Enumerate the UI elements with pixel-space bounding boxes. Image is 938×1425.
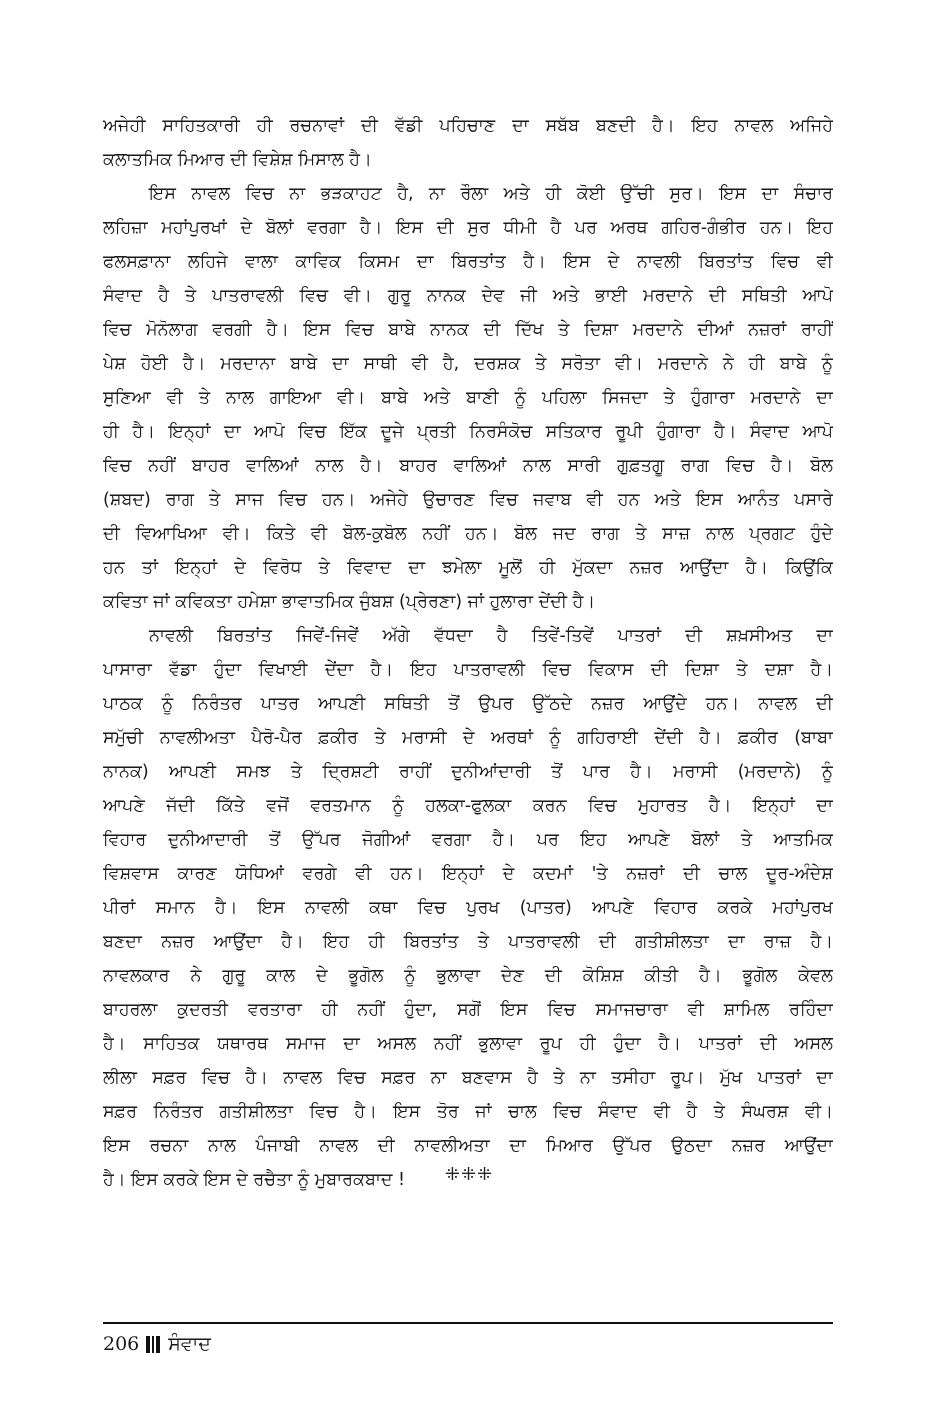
text-line: ਇਸ ਨਾਵਲ ਵਿਚ ਨਾ ਭੜਕਾਹਟ ਹੈ, ਨਾ ਰੌਲਾ ਅਤੇ ਹੀ ਕੋਈ ਉੱਚੀ ਸੁਰ। ਇਸ ਦਾ ਸੰਚਾਰ [149,184,833,204]
text-line: ਵਿਸ਼ਵਾਸ ਕਾਰਣ ਯੋਧਿਆਂ ਵਰਗੇ ਵੀ ਹਨ। ਇਨ੍ਹਾਂ ਦੇ ਕਦਮਾਂ 'ਤੇ ਨਜ਼ਰਾਂ ਦੀ ਚਾਲ ਦੂਰ-ਅੰਦੇਸ਼ [103,864,833,884]
text-line: ਵਿਚ ਮੋਨੋਲਾਗ ਵਰਗੀ ਹੈ। ਇਸ ਵਿਚ ਬਾਬੇ ਨਾਨਕ ਦੀ ਦਿੱਖ ਤੇ ਦਿਸ਼ਾ ਮਰਦਾਨੇ ਦੀਆਂ ਨਜ਼ਰਾਂ ਰਾਹੀਂ [103,320,833,340]
section-end-ornament: ⁜⁜⁜ [444,1164,494,1185]
text-line: ਹੈ। ਇਸ ਕਰਕੇ ਇਸ ਦੇ ਰਚੈਤਾ ਨੂੰ ਮੁਬਾਰਕਬਾਦ ! [103,1170,406,1190]
text-line: ਨਾਨਕ) ਆਪਣੀ ਸਮਝ ਤੇ ਦ੍ਰਿਸ਼ਟੀ ਰਾਹੀਂ ਦੁਨੀਆਂਦਾਰੀ ਤੋਂ ਪਾਰ ਹੈ। ਮਰਾਸੀ (ਮਰਦਾਨੇ) ਨੂੰ [103,762,833,782]
text-line: ਸੰਵਾਦ ਹੈ ਤੇ ਪਾਤਰਾਵਲੀ ਵਿਚ ਵੀ। ਗੁਰੂ ਨਾਨਕ ਦੇਵ ਜੀ ਅਤੇ ਭਾਈ ਮਰਦਾਨੇ ਦੀ ਸਥਿਤੀ ਆਪੋ [103,286,833,306]
text-line: ਦੀ ਵਿਆਖਿਆ ਵੀ। ਕਿਤੇ ਵੀ ਬੋਲ-ਕੁਬੋਲ ਨਹੀਂ ਹਨ। ਬੋਲ ਜਦ ਰਾਗ ਤੇ ਸਾਜ਼ ਨਾਲ ਪ੍ਰਗਟ ਹੁੰਦੇ [103,524,833,544]
text-line: ਪੇਸ਼ ਹੋਈ ਹੈ। ਮਰਦਾਨਾ ਬਾਬੇ ਦਾ ਸਾਥੀ ਵੀ ਹੈ, ਦਰਸ਼ਕ ਤੇ ਸਰੋਤਾ ਵੀ। ਮਰਦਾਨੇ ਨੇ ਹੀ ਬਾਬੇ ਨੂੰ [103,354,833,374]
text-line: ਪਾਸਾਰਾ ਵੱਡਾ ਹੁੰਦਾ ਵਿਖਾਈ ਦੇਂਦਾ ਹੈ। ਇਹ ਪਾਤਰਾਵਲੀ ਵਿਚ ਵਿਕਾਸ ਦੀ ਦਿਸ਼ਾ ਤੇ ਦਸ਼ਾ ਹੈ। [103,660,833,680]
text-line: ਸੁਣਿਆ ਵੀ ਤੇ ਨਾਲ ਗਾਇਆ ਵੀ। ਬਾਬੇ ਅਤੇ ਬਾਣੀ ਨੂੰ ਪਹਿਲਾ ਸਿਜਦਾ ਤੇ ਹੁੰਗਾਰਾ ਮਰਦਾਨੇ ਦਾ [103,388,833,408]
text-line: ਸਮੁੱਚੀ ਨਾਵਲੀਅਤਾ ਪੈਰੋ-ਪੈਰ ਫ਼ਕੀਰ ਤੇ ਮਰਾਸੀ ਦੇ ਅਰਥਾਂ ਨੂੰ ਗਹਿਰਾਈ ਦੇਂਦੀ ਹੈ। ਫ਼ਕੀਰ (ਬਾਬਾ [103,728,833,748]
text-line: ਨਾਵਲਕਾਰ ਨੇ ਗੁਰੂ ਕਾਲ ਦੇ ਭੂਗੋਲ ਨੂੰ ਭੁਲਾਵਾ ਦੇਣ ਦੀ ਕੋਸ਼ਿਸ਼ ਕੀਤੀ ਹੈ। ਭੂਗੋਲ ਕੇਵਲ [103,966,833,986]
text-line: ਅਜੇਹੀ ਸਾਹਿਤਕਾਰੀ ਹੀ ਰਚਨਾਵਾਂ ਦੀ ਵੱਡੀ ਪਹਿਚਾਣ ਦਾ ਸਬੱਬ ਬਣਦੀ ਹੈ। ਇਹ ਨਾਵਲ ਅਜਿਹੇ [103,116,833,136]
footer-separator-icon [146,1335,162,1353]
text-line: ਸਫ਼ਰ ਨਿਰੰਤਰ ਗਤੀਸ਼ੀਲਤਾ ਵਿਚ ਹੈ। ਇਸ ਤੋਰ ਜਾਂ ਚਾਲ ਵਿਚ ਸੰਵਾਦ ਵੀ ਹੈ ਤੇ ਸੰਘਰਸ਼ ਵੀ। [103,1102,833,1122]
text-line: ਪਾਠਕ ਨੂੰ ਨਿਰੰਤਰ ਪਾਤਰ ਆਪਣੀ ਸਥਿਤੀ ਤੋਂ ਉਪਰ ਉੱਠਦੇ ਨਜ਼ਰ ਆਉਂਦੇ ਹਨ। ਨਾਵਲ ਦੀ [103,694,833,714]
text-line: ਵਿਚ ਨਹੀਂ ਬਾਹਰ ਵਾਲਿਆਂ ਨਾਲ ਹੈ। ਬਾਹਰ ਵਾਲਿਆਂ ਨਾਲ ਸਾਰੀ ਗੁਫ਼ਤਗੂ ਰਾਗ ਵਿਚ ਹੈ। ਬੋਲ [103,456,833,476]
text-line: ਲਹਿਜ਼ਾ ਮਹਾਂਪੁਰਖਾਂ ਦੇ ਬੋਲਾਂ ਵਰਗਾ ਹੈ। ਇਸ ਦੀ ਸੁਰ ਧੀਮੀ ਹੈ ਪਰ ਅਰਥ ਗਹਿਰ-ਗੰਭੀਰ ਹਨ। ਇਹ [103,218,833,238]
text-line: ਨਾਵਲੀ ਬਿਰਤਾਂਤ ਜਿਵੇਂ-ਜਿਵੇਂ ਅੱਗੇ ਵੱਧਦਾ ਹੈ ਤਿਵੇਂ-ਤਿਵੇਂ ਪਾਤਰਾਂ ਦੀ ਸ਼ਖ਼ਸੀਅਤ ਦਾ [149,626,833,646]
text-line: ਹੀ ਹੈ। ਇਨ੍ਹਾਂ ਦਾ ਆਪੋ ਵਿਚ ਇੱਕ ਦੂਜੇ ਪ੍ਰਤੀ ਨਿਰਸੰਕੋਚ ਸਤਿਕਾਰ ਰੂਪੀ ਹੁੰਗਾਰਾ ਹੈ। ਸੰਵਾਦ ਆਪੋ [103,422,833,442]
text-line: ਕਵਿਤਾ ਜਾਂ ਕਵਿਕਤਾ ਹਮੇਸ਼ਾ ਭਾਵਾਤਮਿਕ ਜੁੰਬਸ਼ (ਪ੍ਰੇਰਣਾ) ਜਾਂ ਹੁਲਾਰਾ ਦੇਂਦੀ ਹੈ। [103,592,596,612]
text-line: (ਸ਼ਬਦ) ਰਾਗ ਤੇ ਸਾਜ ਵਿਚ ਹਨ। ਅਜੇਹੇ ਉਚਾਰਣ ਵਿਚ ਜਵਾਬ ਵੀ ਹਨ ਅਤੇ ਇਸ ਆਨੰਤ ਪਸਾਰੇ [103,490,833,510]
body-text [103,109,833,1197]
footer-rule [103,1322,833,1324]
text-line: ਕਲਾਤਮਿਕ ਮਿਆਰ ਦੀ ਵਿਸ਼ੇਸ਼ ਮਿਸਾਲ ਹੈ। [103,150,372,170]
text-line: ਬਣਦਾ ਨਜ਼ਰ ਆਉਂਦਾ ਹੈ। ਇਹ ਹੀ ਬਿਰਤਾਂਤ ਤੇ ਪਾਤਰਾਵਲੀ ਦੀ ਗਤੀਸ਼ੀਲਤਾ ਦਾ ਰਾਜ਼ ਹੈ। [103,932,833,952]
text-line: ਹਨ ਤਾਂ ਇਨ੍ਹਾਂ ਦੇ ਵਿਰੋਧ ਤੇ ਵਿਵਾਦ ਦਾ ਝਮੇਲਾ ਮੂਲੋਂ ਹੀ ਮੁੱਕਦਾ ਨਜ਼ਰ ਆਉਂਦਾ ਹੈ। ਕਿਉਂਕਿ [103,558,833,578]
text-line: ਇਸ ਰਚਨਾ ਨਾਲ ਪੰਜਾਬੀ ਨਾਵਲ ਦੀ ਨਾਵਲੀਅਤਾ ਦਾ ਮਿਆਰ ਉੱਪਰ ਉਠਦਾ ਨਜ਼ਰ ਆਉਂਦਾ [103,1136,833,1156]
page-number: 206 [103,1333,140,1355]
running-title: ਸੰਵਾਦ [168,1333,211,1355]
text-line: ਹੈ। ਸਾਹਿਤਕ ਯਥਾਰਥ ਸਮਾਜ ਦਾ ਅਸਲ ਨਹੀਂ ਭੁਲਾਵਾ ਰੂਪ ਹੀ ਹੁੰਦਾ ਹੈ। ਪਾਤਰਾਂ ਦੀ ਅਸਲ [103,1034,833,1054]
text-line: ਆਪਣੇ ਜੱਦੀ ਕਿੱਤੇ ਵਜੋਂ ਵਰਤਮਾਨ ਨੂੰ ਹਲਕਾ-ਫੁਲਕਾ ਕਰਨ ਵਿਚ ਮੁਹਾਰਤ ਹੈ। ਇਨ੍ਹਾਂ ਦਾ [103,796,833,816]
text-line: ਵਿਹਾਰ ਦੁਨੀਆਦਾਰੀ ਤੋਂ ਉੱਪਰ ਜੋਗੀਆਂ ਵਰਗਾ ਹੈ। ਪਰ ਇਹ ਆਪਣੇ ਬੋਲਾਂ ਤੇ ਆਤਮਿਕ [103,830,833,850]
text-line: ਬਾਹਰਲਾ ਕੁਦਰਤੀ ਵਰਤਾਰਾ ਹੀ ਨਹੀਂ ਹੁੰਦਾ, ਸਗੋਂ ਇਸ ਵਿਚ ਸਮਾਜਚਾਰਾ ਵੀ ਸ਼ਾਮਿਲ ਰਹਿੰਦਾ [103,1000,833,1020]
text-line: ਲੀਲਾ ਸਫ਼ਰ ਵਿਚ ਹੈ। ਨਾਵਲ ਵਿਚ ਸਫ਼ਰ ਨਾ ਬਣਵਾਸ ਹੈ ਤੇ ਨਾ ਤਸੀਹਾ ਰੂਪ। ਮੁੱਖ ਪਾਤਰਾਂ ਦਾ [103,1068,833,1088]
page-footer [103,1330,211,1358]
text-line: ਫਲਸਫ਼ਾਨਾ ਲਹਿਜੇ ਵਾਲਾ ਕਾਵਿਕ ਕਿਸਮ ਦਾ ਬਿਰਤਾਂਤ ਹੈ। ਇਸ ਦੇ ਨਾਵਲੀ ਬਿਰਤਾਂਤ ਵਿਚ ਵੀ [103,252,833,272]
text-line: ਪੀਰਾਂ ਸਮਾਨ ਹੈ। ਇਸ ਨਾਵਲੀ ਕਥਾ ਵਿਚ ਪੁਰਖ (ਪਾਤਰ) ਆਪਣੇ ਵਿਹਾਰ ਕਰਕੇ ਮਹਾਂਪੁਰਖ [103,898,833,918]
